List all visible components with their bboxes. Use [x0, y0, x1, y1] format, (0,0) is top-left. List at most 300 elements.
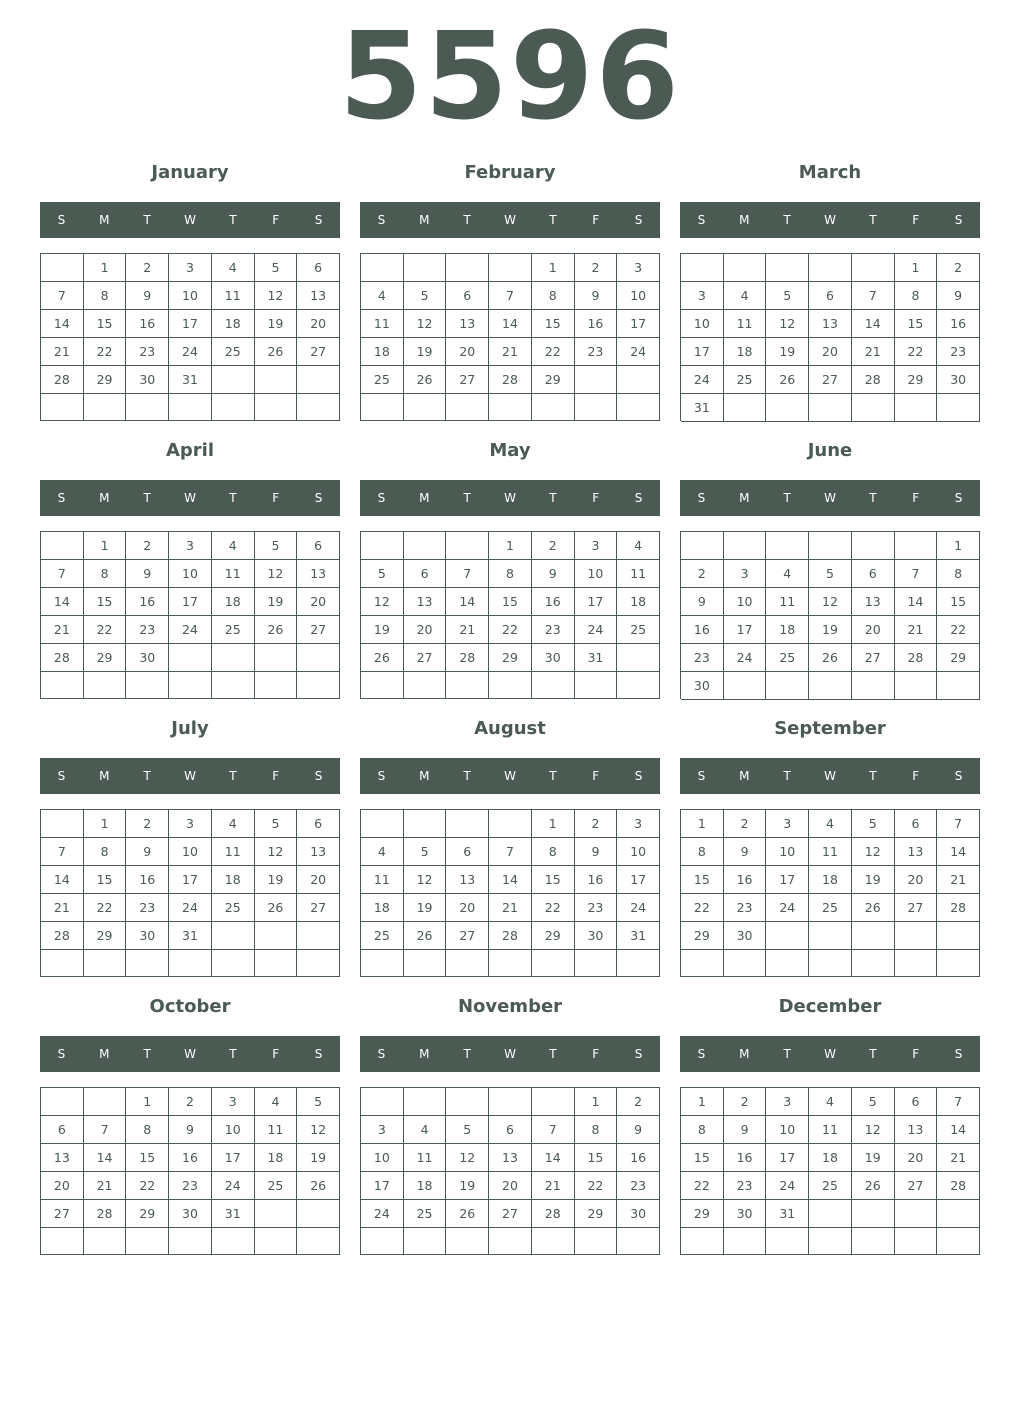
empty-cell — [169, 672, 212, 699]
weekday-label: S — [314, 1047, 323, 1061]
weekday-label: F — [912, 769, 920, 783]
day-cell: 8 — [937, 560, 980, 588]
empty-cell — [255, 922, 298, 950]
empty-cell — [852, 1200, 895, 1228]
day-cell: 16 — [937, 310, 980, 338]
day-cell: 12 — [446, 1144, 489, 1172]
empty-cell — [681, 950, 724, 977]
weekday-label: T — [783, 769, 791, 783]
month-name: December — [778, 996, 882, 1017]
weekday-label: F — [592, 1047, 600, 1061]
empty-cell — [255, 950, 298, 977]
empty-cell — [84, 1088, 127, 1116]
day-cell: 7 — [532, 1116, 575, 1144]
empty-cell — [895, 1228, 938, 1255]
empty-cell — [617, 394, 660, 421]
month-name: October — [149, 996, 231, 1017]
day-cell: 24 — [617, 338, 660, 366]
weekday-label: T — [229, 213, 237, 227]
weekday-label: W — [504, 213, 516, 227]
empty-cell — [895, 950, 938, 977]
day-cell: 17 — [575, 588, 618, 616]
day-cell: 15 — [681, 866, 724, 894]
day-grid — [680, 809, 980, 977]
weekday-label: S — [634, 1047, 643, 1061]
day-cell: 11 — [361, 310, 404, 338]
day-cell: 8 — [681, 838, 724, 866]
day-cell: 3 — [766, 810, 809, 838]
day-cell: 17 — [169, 866, 212, 894]
empty-cell — [852, 672, 895, 700]
weekday-header — [360, 202, 660, 238]
weekday-label: F — [272, 769, 280, 783]
day-cell: 21 — [41, 894, 84, 922]
day-cell: 16 — [617, 1144, 660, 1172]
day-cell: 8 — [532, 838, 575, 866]
day-grid — [680, 1087, 980, 1255]
day-cell: 5 — [446, 1116, 489, 1144]
day-cell: 27 — [404, 644, 447, 672]
day-cell: 3 — [617, 254, 660, 282]
day-cell: 10 — [169, 838, 212, 866]
empty-cell — [489, 254, 532, 282]
month-name: January — [151, 162, 229, 183]
weekday-label: T — [549, 1047, 557, 1061]
day-cell: 26 — [852, 894, 895, 922]
weekday-label: M — [419, 1047, 430, 1061]
weekday-label: M — [99, 491, 110, 505]
day-cell: 14 — [41, 310, 84, 338]
day-cell: 17 — [169, 588, 212, 616]
day-grid — [40, 809, 340, 977]
day-cell: 12 — [404, 310, 447, 338]
day-cell: 15 — [532, 866, 575, 894]
weekday-label: W — [504, 1047, 516, 1061]
empty-cell — [41, 1088, 84, 1116]
empty-cell — [937, 1200, 980, 1228]
day-cell: 25 — [212, 338, 255, 366]
day-cell: 16 — [126, 588, 169, 616]
weekday-label: S — [634, 213, 643, 227]
empty-cell — [126, 394, 169, 421]
empty-cell — [84, 1228, 127, 1255]
day-cell: 21 — [895, 616, 938, 644]
day-cell: 8 — [532, 282, 575, 310]
day-cell: 27 — [297, 894, 340, 922]
day-cell: 18 — [724, 338, 767, 366]
day-cell: 3 — [169, 532, 212, 560]
day-cell: 10 — [575, 560, 618, 588]
day-cell: 11 — [212, 560, 255, 588]
empty-cell — [766, 1228, 809, 1255]
day-cell: 26 — [404, 922, 447, 950]
weekday-header — [360, 758, 660, 794]
empty-cell — [532, 672, 575, 699]
day-cell: 2 — [126, 810, 169, 838]
day-cell: 14 — [489, 866, 532, 894]
empty-cell — [361, 950, 404, 977]
day-cell: 9 — [169, 1116, 212, 1144]
day-cell: 28 — [937, 1172, 980, 1200]
day-cell: 19 — [255, 310, 298, 338]
day-cell: 12 — [361, 588, 404, 616]
day-cell: 25 — [404, 1200, 447, 1228]
weekday-label: S — [314, 769, 323, 783]
day-cell: 13 — [297, 282, 340, 310]
day-cell: 19 — [255, 866, 298, 894]
day-cell: 10 — [361, 1144, 404, 1172]
day-grid — [40, 1087, 340, 1255]
day-cell: 22 — [681, 1172, 724, 1200]
weekday-label: S — [57, 213, 66, 227]
day-cell: 13 — [446, 866, 489, 894]
day-cell: 20 — [489, 1172, 532, 1200]
day-cell: 8 — [895, 282, 938, 310]
empty-cell — [809, 922, 852, 950]
day-cell: 25 — [724, 366, 767, 394]
day-cell: 20 — [895, 1144, 938, 1172]
day-cell: 30 — [126, 644, 169, 672]
empty-cell — [297, 950, 340, 977]
day-cell: 19 — [404, 338, 447, 366]
empty-cell — [766, 532, 809, 560]
empty-cell — [937, 1228, 980, 1255]
empty-cell — [617, 366, 660, 394]
month-name: February — [464, 162, 556, 183]
day-cell: 6 — [446, 838, 489, 866]
day-cell: 24 — [575, 616, 618, 644]
empty-cell — [681, 254, 724, 282]
day-cell: 3 — [212, 1088, 255, 1116]
day-cell: 26 — [255, 338, 298, 366]
weekday-label: S — [377, 491, 386, 505]
weekday-label: S — [57, 491, 66, 505]
weekday-label: F — [592, 491, 600, 505]
day-cell: 30 — [169, 1200, 212, 1228]
day-cell: 18 — [617, 588, 660, 616]
day-cell: 20 — [404, 616, 447, 644]
weekday-label: M — [99, 213, 110, 227]
empty-cell — [766, 254, 809, 282]
day-cell: 10 — [766, 838, 809, 866]
day-cell: 23 — [681, 644, 724, 672]
day-cell: 21 — [532, 1172, 575, 1200]
day-cell: 4 — [617, 532, 660, 560]
day-cell: 4 — [404, 1116, 447, 1144]
day-cell: 6 — [41, 1116, 84, 1144]
day-cell: 29 — [532, 366, 575, 394]
day-cell: 31 — [169, 366, 212, 394]
empty-cell — [255, 1200, 298, 1228]
day-cell: 8 — [489, 560, 532, 588]
day-cell: 17 — [617, 866, 660, 894]
day-cell: 7 — [937, 1088, 980, 1116]
day-cell: 7 — [84, 1116, 127, 1144]
day-cell: 19 — [297, 1144, 340, 1172]
day-cell: 29 — [532, 922, 575, 950]
empty-cell — [852, 950, 895, 977]
empty-cell — [361, 1228, 404, 1255]
empty-cell — [212, 922, 255, 950]
day-cell: 11 — [404, 1144, 447, 1172]
day-cell: 10 — [169, 560, 212, 588]
day-cell: 5 — [361, 560, 404, 588]
empty-cell — [852, 922, 895, 950]
day-cell: 19 — [809, 616, 852, 644]
day-cell: 23 — [617, 1172, 660, 1200]
day-cell: 22 — [532, 338, 575, 366]
day-cell: 5 — [255, 532, 298, 560]
weekday-label: W — [184, 769, 196, 783]
empty-cell — [532, 950, 575, 977]
empty-cell — [489, 672, 532, 699]
weekday-label: T — [549, 491, 557, 505]
day-cell: 29 — [895, 366, 938, 394]
empty-cell — [404, 1228, 447, 1255]
day-cell: 13 — [489, 1144, 532, 1172]
day-cell: 6 — [895, 1088, 938, 1116]
weekday-label: W — [184, 213, 196, 227]
day-cell: 15 — [126, 1144, 169, 1172]
weekday-label: F — [592, 769, 600, 783]
empty-cell — [895, 922, 938, 950]
empty-cell — [532, 1088, 575, 1116]
day-cell: 2 — [681, 560, 724, 588]
empty-cell — [937, 394, 980, 422]
weekday-label: S — [697, 769, 706, 783]
day-cell: 29 — [126, 1200, 169, 1228]
weekday-label: S — [697, 491, 706, 505]
empty-cell — [446, 950, 489, 977]
weekday-label: W — [824, 1047, 836, 1061]
empty-cell — [297, 672, 340, 699]
weekday-label: S — [634, 491, 643, 505]
day-cell: 4 — [766, 560, 809, 588]
day-grid — [360, 1087, 660, 1255]
day-cell: 23 — [532, 616, 575, 644]
weekday-label: T — [783, 491, 791, 505]
day-cell: 22 — [126, 1172, 169, 1200]
day-cell: 29 — [575, 1200, 618, 1228]
empty-cell — [169, 1228, 212, 1255]
day-cell: 27 — [446, 922, 489, 950]
weekday-label: S — [954, 1047, 963, 1061]
weekday-label: M — [739, 491, 750, 505]
weekday-label: S — [314, 491, 323, 505]
day-cell: 1 — [575, 1088, 618, 1116]
day-cell: 30 — [681, 672, 724, 700]
day-cell: 9 — [575, 838, 618, 866]
day-cell: 20 — [895, 866, 938, 894]
empty-cell — [41, 1228, 84, 1255]
day-cell: 19 — [766, 338, 809, 366]
day-cell: 21 — [852, 338, 895, 366]
day-cell: 15 — [681, 1144, 724, 1172]
day-cell: 6 — [404, 560, 447, 588]
day-cell: 29 — [937, 644, 980, 672]
weekday-label: T — [463, 769, 471, 783]
weekday-label: S — [377, 213, 386, 227]
weekday-label: W — [504, 769, 516, 783]
day-cell: 1 — [84, 532, 127, 560]
weekday-label: T — [783, 213, 791, 227]
day-cell: 25 — [212, 616, 255, 644]
day-cell: 21 — [937, 1144, 980, 1172]
day-cell: 27 — [41, 1200, 84, 1228]
day-cell: 3 — [766, 1088, 809, 1116]
day-cell: 28 — [446, 644, 489, 672]
day-cell: 30 — [724, 1200, 767, 1228]
weekday-label: M — [419, 491, 430, 505]
empty-cell — [404, 532, 447, 560]
day-cell: 25 — [809, 894, 852, 922]
day-cell: 22 — [575, 1172, 618, 1200]
day-cell: 23 — [126, 616, 169, 644]
day-cell: 13 — [41, 1144, 84, 1172]
empty-cell — [809, 1228, 852, 1255]
day-cell: 14 — [41, 866, 84, 894]
empty-cell — [724, 532, 767, 560]
day-cell: 6 — [809, 282, 852, 310]
day-cell: 23 — [937, 338, 980, 366]
day-cell: 12 — [809, 588, 852, 616]
empty-cell — [169, 644, 212, 672]
day-cell: 22 — [937, 616, 980, 644]
day-cell: 12 — [852, 1116, 895, 1144]
day-cell: 8 — [126, 1116, 169, 1144]
empty-cell — [41, 672, 84, 699]
empty-cell — [41, 950, 84, 977]
empty-cell — [84, 950, 127, 977]
day-cell: 2 — [575, 254, 618, 282]
empty-cell — [532, 1228, 575, 1255]
month-name: May — [489, 440, 531, 461]
empty-cell — [297, 394, 340, 421]
day-cell: 26 — [404, 366, 447, 394]
day-cell: 10 — [617, 282, 660, 310]
day-cell: 27 — [852, 644, 895, 672]
empty-cell — [809, 1200, 852, 1228]
day-cell: 15 — [84, 588, 127, 616]
empty-cell — [895, 672, 938, 700]
day-cell: 2 — [617, 1088, 660, 1116]
empty-cell — [937, 950, 980, 977]
empty-cell — [489, 810, 532, 838]
weekday-label: T — [869, 491, 877, 505]
weekday-label: T — [463, 213, 471, 227]
day-cell: 4 — [361, 838, 404, 866]
day-cell: 17 — [617, 310, 660, 338]
day-cell: 9 — [575, 282, 618, 310]
weekday-label: W — [824, 213, 836, 227]
day-cell: 21 — [446, 616, 489, 644]
day-cell: 6 — [489, 1116, 532, 1144]
day-cell: 10 — [681, 310, 724, 338]
day-cell: 29 — [489, 644, 532, 672]
empty-cell — [446, 1228, 489, 1255]
day-cell: 14 — [895, 588, 938, 616]
empty-cell — [617, 1228, 660, 1255]
day-cell: 13 — [297, 560, 340, 588]
day-cell: 18 — [212, 588, 255, 616]
day-cell: 25 — [766, 644, 809, 672]
empty-cell — [809, 532, 852, 560]
empty-cell — [255, 394, 298, 421]
day-cell: 30 — [617, 1200, 660, 1228]
weekday-label: S — [954, 213, 963, 227]
day-cell: 18 — [809, 1144, 852, 1172]
day-cell: 15 — [532, 310, 575, 338]
day-cell: 3 — [169, 810, 212, 838]
empty-cell — [446, 254, 489, 282]
day-cell: 15 — [575, 1144, 618, 1172]
day-cell: 26 — [255, 616, 298, 644]
empty-cell — [532, 394, 575, 421]
day-cell: 21 — [41, 338, 84, 366]
day-cell: 11 — [255, 1116, 298, 1144]
day-cell: 13 — [446, 310, 489, 338]
day-cell: 6 — [297, 810, 340, 838]
day-cell: 4 — [212, 254, 255, 282]
month-name: June — [807, 440, 853, 461]
day-grid — [680, 253, 980, 421]
weekday-label: T — [783, 1047, 791, 1061]
weekday-label: M — [739, 1047, 750, 1061]
day-cell: 12 — [297, 1116, 340, 1144]
empty-cell — [489, 1228, 532, 1255]
weekday-label: W — [184, 1047, 196, 1061]
weekday-label: T — [549, 213, 557, 227]
day-cell: 16 — [575, 310, 618, 338]
empty-cell — [126, 1228, 169, 1255]
day-cell: 28 — [489, 922, 532, 950]
day-cell: 8 — [681, 1116, 724, 1144]
day-cell: 10 — [766, 1116, 809, 1144]
day-cell: 25 — [809, 1172, 852, 1200]
day-grid — [40, 253, 340, 421]
day-cell: 2 — [126, 254, 169, 282]
day-cell: 11 — [617, 560, 660, 588]
empty-cell — [575, 394, 618, 421]
weekday-label: F — [272, 491, 280, 505]
empty-cell — [766, 672, 809, 700]
empty-cell — [895, 532, 938, 560]
day-cell: 12 — [255, 560, 298, 588]
day-cell: 4 — [212, 810, 255, 838]
day-cell: 7 — [937, 810, 980, 838]
day-cell: 29 — [84, 922, 127, 950]
empty-cell — [617, 950, 660, 977]
day-cell: 20 — [41, 1172, 84, 1200]
day-cell: 14 — [532, 1144, 575, 1172]
day-cell: 29 — [681, 1200, 724, 1228]
day-cell: 16 — [575, 866, 618, 894]
day-cell: 7 — [895, 560, 938, 588]
weekday-label: T — [869, 213, 877, 227]
day-cell: 7 — [852, 282, 895, 310]
weekday-header — [360, 1036, 660, 1072]
day-cell: 31 — [617, 922, 660, 950]
day-cell: 17 — [212, 1144, 255, 1172]
empty-cell — [361, 1088, 404, 1116]
empty-cell — [41, 532, 84, 560]
weekday-label: T — [143, 491, 151, 505]
day-cell: 17 — [361, 1172, 404, 1200]
day-cell: 1 — [895, 254, 938, 282]
day-cell: 2 — [724, 1088, 767, 1116]
day-cell: 21 — [489, 338, 532, 366]
day-cell: 26 — [297, 1172, 340, 1200]
